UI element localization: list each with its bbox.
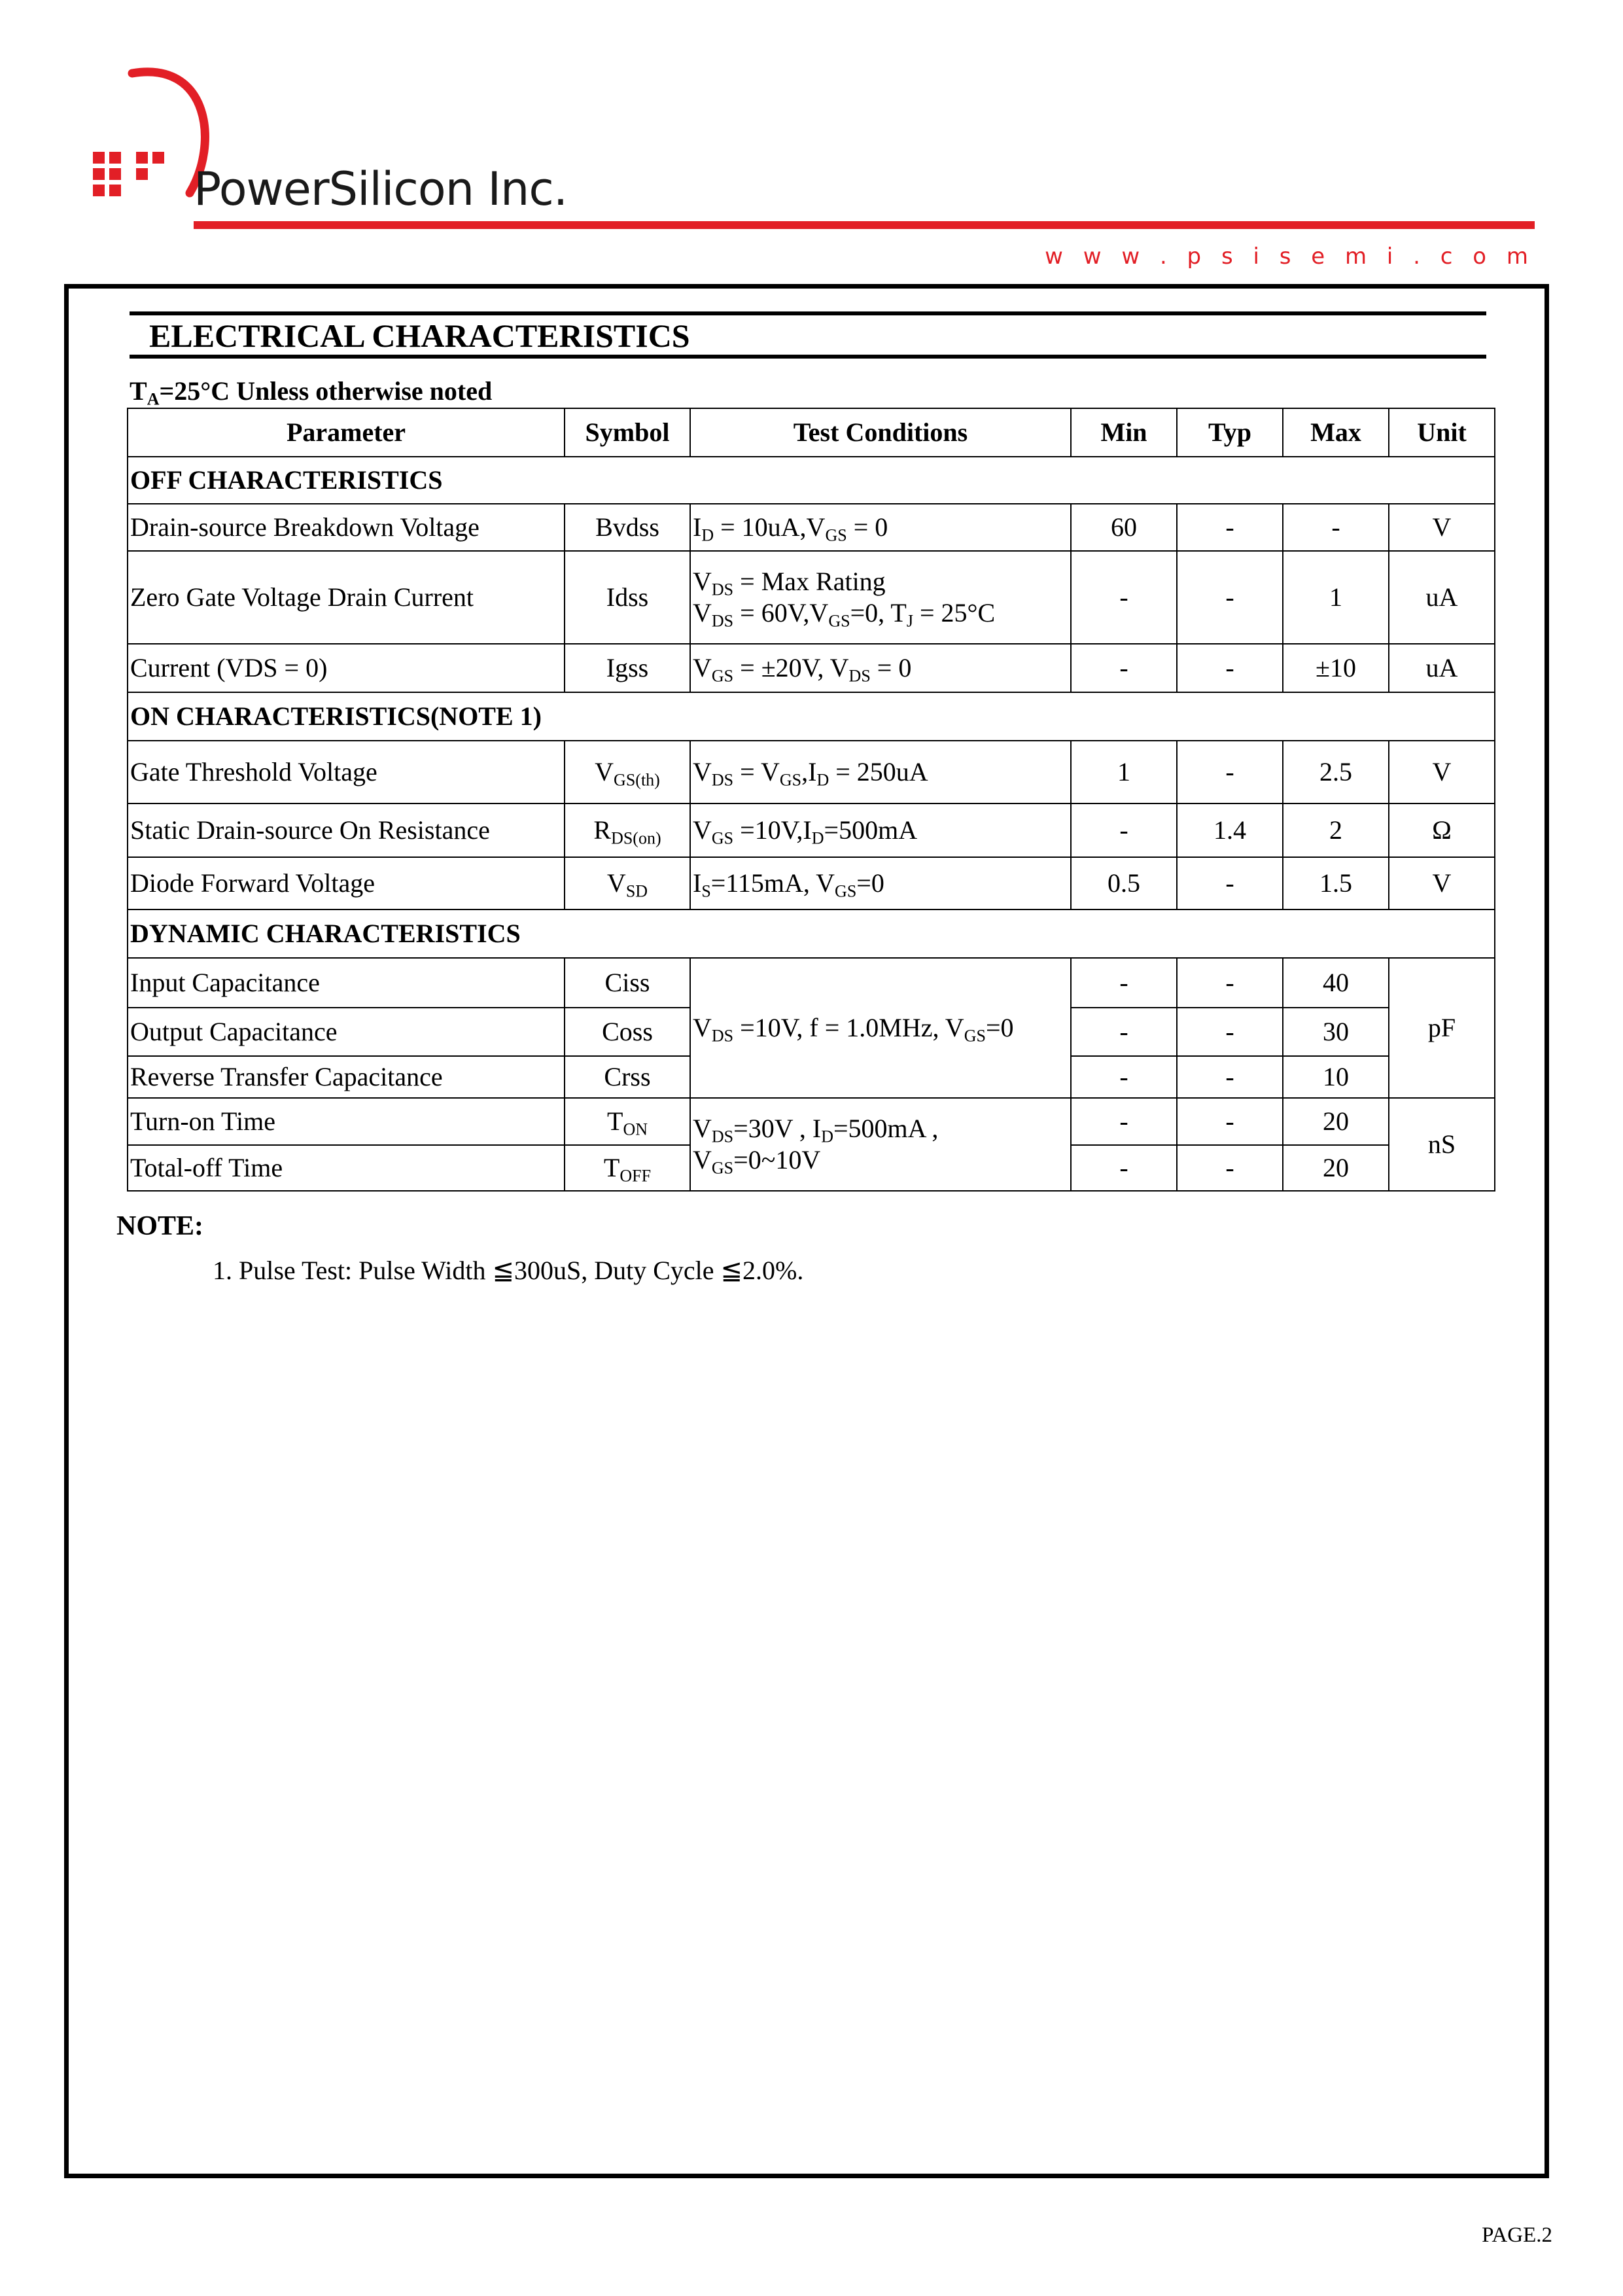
rdson-symbol: $R_{DS(on)}$ (565, 804, 690, 857)
electrical-characteristics-table (127, 408, 1495, 1192)
table-row: Zero Gate Voltage Drain Current Idss $V_{DS}$ = Max Rating $V_{DS} = 60V,V_{GS}=0$, $T_J = 25^\circ C$ - - 1 uA (128, 551, 1495, 644)
toff-symbol: $T_{OFF}$ (565, 1145, 690, 1191)
header-typ: Typ (1177, 408, 1283, 457)
vsd-symbol: $V_{SD}$ (565, 857, 690, 910)
section-rule-top (130, 311, 1486, 315)
ton-symbol: $T_{ON}$ (565, 1098, 690, 1145)
header-unit: Unit (1389, 408, 1495, 457)
section-title: ELECTRICAL CHARACTERISTICS (149, 317, 690, 354)
dynamic-section-row (128, 910, 1495, 958)
off-section-row (128, 457, 1495, 504)
rdson-conditions: $V_{GS} =10V,I_D=500mA$ (690, 804, 1071, 857)
on-characteristics-title: ON CHARACTERISTICS(NOTE 1) (128, 692, 1495, 741)
idss-conditions: $V_{DS}$ = Max Rating $V_{DS} = 60V,V_{GS}=0$, $T_J = 25^\circ C$ (690, 551, 1071, 644)
table-header-row (128, 408, 1495, 457)
note-title: NOTE: (116, 1211, 204, 1241)
time-unit: nS (1389, 1098, 1495, 1191)
table-row: Output Capacitance Coss - - 30 (128, 1008, 1495, 1056)
table-row: Turn-on Time $T_{ON}$ $V_{DS}=30V$ , $I_D=500mA$ , $V_{GS}=0\sim 10V$ - - 20 nS (128, 1098, 1495, 1145)
dynamic-characteristics-title: DYNAMIC CHARACTERISTICS (128, 910, 1495, 958)
section-rule-bottom (130, 355, 1486, 359)
table-row: Total-off Time $T_{OFF}$ - - 20 (128, 1145, 1495, 1191)
off-characteristics-title: OFF CHARACTERISTICS (128, 457, 1495, 504)
table-row: Input Capacitance Ciss $V_{DS} =10V$, f = 1.0MHz, $V_{GS}=0$ - - 40 pF (128, 958, 1495, 1008)
website-url: w w w . p s i s e m i . c o m (1045, 243, 1535, 270)
page-number: PAGE.2 (1482, 2223, 1552, 2247)
header-max: Max (1283, 408, 1389, 457)
header-symbol: Symbol (565, 408, 690, 457)
header-rule (194, 221, 1535, 229)
on-section-row (128, 692, 1495, 741)
header-parameter: Parameter (128, 408, 565, 457)
table-row: Diode Forward Voltage $V_{SD}$ $I_S=115mA$, $V_{GS}=0$ 0.5 - 1.5 V (128, 857, 1495, 910)
capacitance-conditions: $V_{DS} =10V$, f = 1.0MHz, $V_{GS}=0$ (690, 958, 1071, 1098)
temperature-condition: $T_A=25^\circ C$ Unless otherwise noted (130, 376, 493, 409)
company-name: PowerSilicon Inc. (194, 162, 568, 216)
igss-conditions: $V_{GS} = \pm 20V$, $V_{DS} = 0$ (690, 644, 1071, 692)
bvdss-conditions: $I_D = 10uA,V_{GS} = 0$ (690, 504, 1071, 551)
table-row: Static Drain-source On Resistance $R_{DS(on)}$ $V_{GS} =10V,I_D=500mA$ - 1.4 2 Ω (128, 804, 1495, 857)
note-item: 1. Pulse Test: Pulse Width ≦300uS, Duty Cycle ≦2.0%. (213, 1256, 804, 1285)
vsd-conditions: $I_S=115mA$, $V_{GS}=0$ (690, 857, 1071, 910)
table-row: Drain-source Breakdown Voltage Bvdss $I_D = 10uA,V_{GS} = 0$ 60 - - V (128, 504, 1495, 551)
table-row: Gate Threshold Voltage $V_{GS(th)}$ $V_{DS} = V_{GS},I_D = 250uA$ 1 - 2.5 V (128, 741, 1495, 804)
switching-conditions: $V_{DS}=30V$ , $I_D=500mA$ , $V_{GS}=0\sim 10V$ (690, 1098, 1071, 1191)
vgsth-conditions: $V_{DS} = V_{GS},I_D = 250uA$ (690, 741, 1071, 804)
header-test-conditions: Test Conditions (690, 408, 1071, 457)
header-min: Min (1071, 408, 1177, 457)
vgsth-symbol: $V_{GS(th)}$ (565, 741, 690, 804)
table-row: Reverse Transfer Capacitance Crss - - 10 (128, 1056, 1495, 1098)
capacitance-unit: pF (1389, 958, 1495, 1098)
table-row: Current (VDS = 0) Igss $V_{GS} = \pm 20V$, $V_{DS} = 0$ - - ±10 uA (128, 644, 1495, 692)
